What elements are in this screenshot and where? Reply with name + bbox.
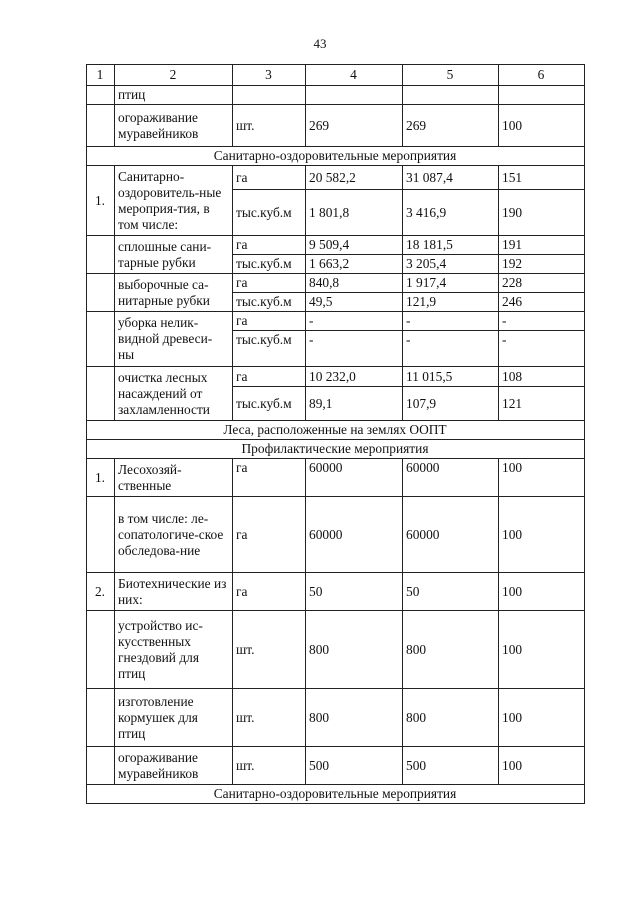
table-cell: тыс.куб.м <box>233 255 306 274</box>
table-cell <box>87 611 115 689</box>
table-cell <box>87 105 115 147</box>
table-cell <box>499 86 585 105</box>
table-cell <box>403 86 499 105</box>
table-cell: Биотехнические из них: <box>115 573 233 611</box>
table-cell: 18 181,5 <box>403 236 499 255</box>
table-cell: шт. <box>233 611 306 689</box>
table-cell: огораживание муравейников <box>115 105 233 147</box>
table-header-row <box>87 65 585 86</box>
table-cell <box>87 497 115 573</box>
section-row <box>87 440 585 459</box>
table-cell: 3 416,9 <box>403 190 499 236</box>
table-cell: тыс.куб.м <box>233 387 306 421</box>
table-cell: 89,1 <box>306 387 403 421</box>
table-cell: 100 <box>499 747 585 785</box>
table-cell: 11 015,5 <box>403 367 499 387</box>
table-cell: сплошные сани-тарные рубки <box>115 236 233 274</box>
table-cell: 269 <box>403 105 499 147</box>
table-cell: - <box>306 312 403 331</box>
table-row <box>87 611 585 689</box>
row-number: 1. <box>87 459 115 497</box>
table-cell: 60000 <box>306 497 403 573</box>
table-cell: тыс.куб.м <box>233 331 306 367</box>
table-row <box>87 312 585 331</box>
table-row <box>87 86 585 105</box>
table-cell: 108 <box>499 367 585 387</box>
section-heading: Леса, расположенные на землях ООПТ <box>87 421 585 440</box>
table-cell: 100 <box>499 497 585 573</box>
header-cell: 1 <box>87 65 115 86</box>
table-cell <box>87 274 115 312</box>
table-cell: - <box>499 312 585 331</box>
table-cell <box>87 689 115 747</box>
table-cell: 10 232,0 <box>306 367 403 387</box>
section-heading: Санитарно-оздоровительные мероприятия <box>87 147 585 166</box>
table-cell: уборка нелик-видной древеси-ны <box>115 312 233 367</box>
table-cell <box>233 86 306 105</box>
table-cell: 246 <box>499 293 585 312</box>
table-cell: 20 582,2 <box>306 166 403 190</box>
table-cell: 100 <box>499 573 585 611</box>
table-cell: шт. <box>233 747 306 785</box>
table-cell: - <box>403 312 499 331</box>
table-cell: шт. <box>233 105 306 147</box>
page-number: 43 <box>313 36 327 51</box>
table-cell: 107,9 <box>403 387 499 421</box>
table-cell: устройство ис-кусственных гнездовий для птиц <box>115 611 233 689</box>
table-row <box>87 459 585 497</box>
table-cell: 800 <box>403 689 499 747</box>
table-cell: выборочные са-нитарные рубки <box>115 274 233 312</box>
table-cell: 9 509,4 <box>306 236 403 255</box>
table-cell: га <box>233 236 306 255</box>
table-row <box>87 497 585 573</box>
table-cell: га <box>233 573 306 611</box>
table-cell: - <box>403 331 499 367</box>
header-cell: 5 <box>403 65 499 86</box>
table-cell: 121,9 <box>403 293 499 312</box>
table-cell: 60000 <box>403 497 499 573</box>
table-cell: 49,5 <box>306 293 403 312</box>
table-cell: га <box>233 312 306 331</box>
table-cell: 500 <box>403 747 499 785</box>
table-cell: 1 801,8 <box>306 190 403 236</box>
table-row <box>87 236 585 255</box>
table-row <box>87 274 585 293</box>
table-cell: 1 917,4 <box>403 274 499 293</box>
table-cell: га <box>233 367 306 387</box>
table-cell: 3 205,4 <box>403 255 499 274</box>
table-cell: 800 <box>306 689 403 747</box>
table-cell: га <box>233 497 306 573</box>
table-row <box>87 166 585 190</box>
table-cell <box>87 312 115 367</box>
row-number: 2. <box>87 573 115 611</box>
table-cell <box>87 236 115 274</box>
table-cell: в том числе: ле-сопатологиче-ское обследова-ние <box>115 497 233 573</box>
table-row <box>87 689 585 747</box>
table-cell <box>87 747 115 785</box>
table-cell: 100 <box>499 689 585 747</box>
header-cell: 2 <box>115 65 233 86</box>
table-cell: 60000 <box>403 459 499 497</box>
table-cell <box>87 86 115 105</box>
table-cell: - <box>306 331 403 367</box>
table-row <box>87 747 585 785</box>
table-cell: 840,8 <box>306 274 403 293</box>
table-cell: очистка лесных насаждений от захламленности <box>115 367 233 421</box>
section-row <box>87 785 585 804</box>
table-cell: 100 <box>499 105 585 147</box>
table-cell: 1 663,2 <box>306 255 403 274</box>
table-row <box>87 367 585 387</box>
table-cell: га <box>233 459 306 497</box>
table-cell: 31 087,4 <box>403 166 499 190</box>
table-cell: огораживание муравейников <box>115 747 233 785</box>
row-number: 1. <box>87 166 115 236</box>
table-cell: 121 <box>499 387 585 421</box>
table-cell: 190 <box>499 190 585 236</box>
table-cell: 192 <box>499 255 585 274</box>
table-cell: тыс.куб.м <box>233 293 306 312</box>
header-cell: 3 <box>233 65 306 86</box>
table-cell: Лесохозяй-ственные <box>115 459 233 497</box>
table-cell: га <box>233 274 306 293</box>
table-cell: 500 <box>306 747 403 785</box>
table-cell: птиц <box>115 86 233 105</box>
table-cell: 191 <box>499 236 585 255</box>
table-cell: 100 <box>499 459 585 497</box>
section-row <box>87 421 585 440</box>
table-cell: 269 <box>306 105 403 147</box>
table-cell <box>306 86 403 105</box>
table-cell: 60000 <box>306 459 403 497</box>
table-cell: шт. <box>233 689 306 747</box>
table-cell: 800 <box>306 611 403 689</box>
table-cell <box>87 367 115 421</box>
table-cell: 100 <box>499 611 585 689</box>
table-cell: 50 <box>403 573 499 611</box>
table-cell: изготовление кормушек для птиц <box>115 689 233 747</box>
section-heading: Профилактические мероприятия <box>87 440 585 459</box>
table-cell: 50 <box>306 573 403 611</box>
section-row <box>87 147 585 166</box>
table-cell: 800 <box>403 611 499 689</box>
table-cell: га <box>233 166 306 190</box>
header-cell: 4 <box>306 65 403 86</box>
header-cell: 6 <box>499 65 585 86</box>
data-table <box>86 64 585 804</box>
table-row <box>87 105 585 147</box>
table-cell: 151 <box>499 166 585 190</box>
section-heading: Санитарно-оздоровительные мероприятия <box>87 785 585 804</box>
table-cell: тыс.куб.м <box>233 190 306 236</box>
table-cell: - <box>499 331 585 367</box>
table-row <box>87 573 585 611</box>
table-cell: Санитарно-оздоровитель-ные мероприя-тия, в том числе: <box>115 166 233 236</box>
table-cell: 228 <box>499 274 585 293</box>
